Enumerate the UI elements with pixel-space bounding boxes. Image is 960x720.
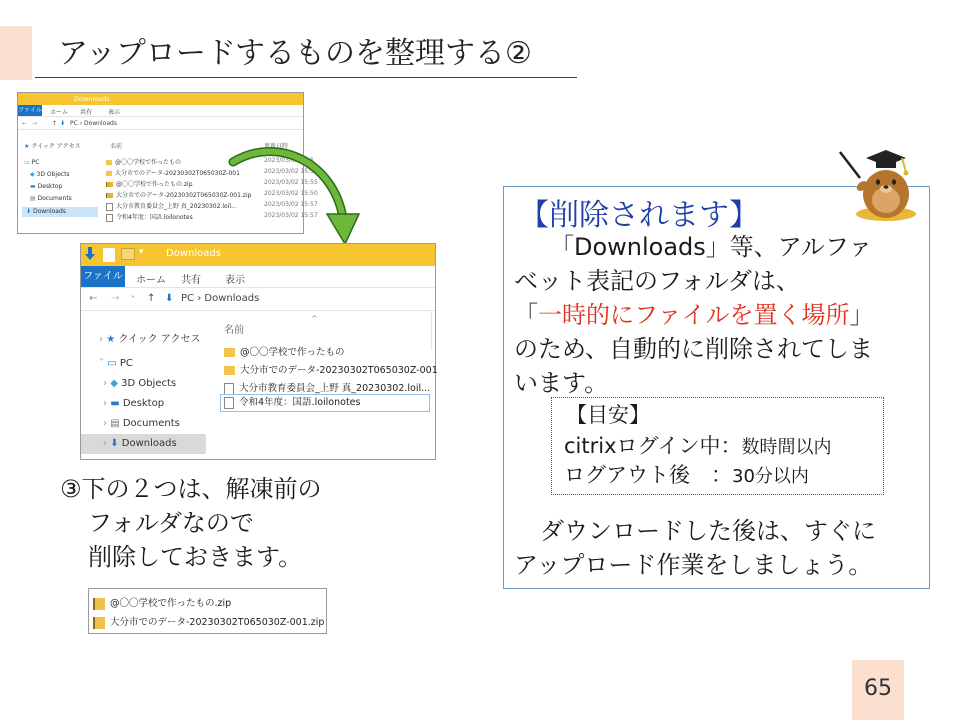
sort-ascending-icon: ^ bbox=[311, 314, 318, 323]
file-row[interactable]: 大分市教育委員会_上野 真_20230302.loil... bbox=[106, 201, 237, 211]
file-date: 2023/03/02 15:58 bbox=[264, 168, 318, 175]
document-icon bbox=[224, 397, 234, 409]
ribbon-tab-view[interactable]: 表示 bbox=[225, 275, 245, 286]
mole-teacher-mascot-icon bbox=[838, 148, 918, 222]
column-header-date[interactable]: 更新日時 bbox=[264, 143, 289, 150]
info-line-3: 「一時的にファイルを置く場所」 bbox=[514, 301, 874, 329]
step-line-3: 削除しておきます。 bbox=[88, 543, 303, 571]
folder-icon bbox=[106, 160, 112, 165]
window-titlebar bbox=[81, 244, 435, 266]
nav-item-desktop[interactable]: › ▬ Desktop bbox=[103, 398, 165, 409]
recent-locations-icon[interactable]: ˅ bbox=[131, 295, 135, 304]
address-path: PC › Downloads bbox=[70, 120, 117, 127]
step-line-1: ③下の２つは、解凍前の bbox=[60, 475, 322, 503]
up-icon[interactable]: ↑ bbox=[147, 293, 156, 304]
file-date: 2023/03/02 15:57 bbox=[264, 212, 318, 219]
guideline-row-logout: ログアウト後 ：30分以内 bbox=[564, 463, 809, 487]
slide-title: アップロードするものを整理する② bbox=[58, 36, 532, 71]
ribbon-tab-file[interactable]: ファイル bbox=[81, 266, 125, 287]
info-line-5: います。 bbox=[514, 369, 609, 397]
window-titlebar bbox=[18, 93, 303, 105]
forward-icon[interactable]: → bbox=[32, 120, 38, 127]
file-row[interactable]: 大分市でのデータ-20230302T065030Z-001 bbox=[224, 362, 438, 376]
zip-folder-icon bbox=[93, 598, 105, 610]
file-row-focused[interactable]: 令和4年度：国語.loilonotes bbox=[220, 394, 430, 412]
nav-item-3d-objects[interactable]: › ◆ 3D Objects bbox=[103, 378, 177, 389]
address-path: PC › Downloads bbox=[181, 293, 260, 304]
column-header-name[interactable]: 名前 bbox=[110, 143, 123, 150]
file-date: 2023/03/02 15:5 bbox=[264, 157, 314, 164]
column-divider bbox=[431, 310, 432, 350]
title-underline bbox=[35, 77, 577, 78]
step-line-2: フォルダなので bbox=[88, 509, 254, 537]
window-title: Downloads bbox=[166, 248, 221, 259]
explorer-screenshot-large bbox=[80, 243, 436, 460]
download-folder-icon: ⬇ bbox=[60, 120, 66, 127]
ribbon-tabs bbox=[18, 105, 303, 117]
step-3-caption bbox=[60, 472, 322, 574]
nav-item-downloads[interactable]: › ⬇ Downloads bbox=[81, 434, 206, 454]
column-header-name[interactable]: 名前 bbox=[224, 325, 244, 336]
nav-item-desktop[interactable]: ▬ Desktop bbox=[30, 183, 63, 190]
zip-file-row[interactable]: 大分市でのデータ-20230302T065030Z-001.zip bbox=[93, 614, 324, 629]
info-line-1: 「Downloads」等、アルファ bbox=[550, 233, 873, 261]
document-icon bbox=[106, 214, 113, 222]
quick-access-toolbar-dropdown-icon[interactable]: ▾ bbox=[139, 247, 144, 257]
nav-item-documents[interactable]: ▤ Documents bbox=[30, 195, 72, 202]
guideline-row-login: citrixログイン中：数時間以内 bbox=[564, 434, 832, 458]
nav-item-documents[interactable]: › ▤ Documents bbox=[103, 418, 180, 429]
curved-arrow-icon bbox=[225, 140, 365, 250]
nav-item-quick-access[interactable]: ★ クイック アクセス bbox=[24, 143, 81, 150]
file-row[interactable]: @〇〇学校で作ったもの bbox=[224, 344, 345, 358]
file-date: 2023/03/02 15:50 bbox=[264, 190, 318, 197]
forward-icon[interactable]: → bbox=[111, 293, 120, 304]
navigation-pane bbox=[18, 131, 98, 233]
ribbon-tab-file[interactable]: ファイル bbox=[18, 107, 42, 114]
info-body bbox=[514, 230, 924, 400]
document-icon bbox=[106, 203, 113, 211]
download-arrow-icon bbox=[85, 247, 95, 261]
ribbon-tab-view[interactable]: 表示 bbox=[108, 109, 121, 116]
file-row[interactable]: 大分市教育委員会_上野 真_20230302.loil... bbox=[224, 380, 430, 395]
zip-icon bbox=[106, 193, 113, 198]
ribbon-tab-home[interactable]: ホーム bbox=[50, 109, 69, 116]
file-row[interactable]: @〇〇学校で作ったもの.zip bbox=[106, 179, 193, 188]
zip-folder-icon bbox=[93, 617, 105, 629]
nav-item-downloads[interactable]: ⬇ Downloads bbox=[22, 207, 98, 217]
zip-files-screenshot bbox=[88, 588, 327, 634]
info-heading: 【削除されます】 bbox=[519, 198, 759, 233]
folder-icon bbox=[224, 366, 235, 375]
guideline-box bbox=[551, 397, 884, 495]
folder-icon bbox=[224, 348, 235, 357]
nav-item-quick-access[interactable]: › ★ クイック アクセス bbox=[99, 334, 201, 345]
page-number: 65 bbox=[864, 676, 892, 701]
guideline-title: 【目安】 bbox=[566, 403, 650, 427]
folder-icon bbox=[106, 171, 112, 176]
back-icon[interactable]: ← bbox=[22, 120, 28, 127]
nav-item-3d-objects[interactable]: ◆ 3D Objects bbox=[30, 171, 70, 178]
zip-icon bbox=[106, 182, 113, 187]
window-title: Downloads bbox=[74, 95, 110, 103]
properties-icon[interactable] bbox=[103, 248, 115, 262]
info-line-4: のため、自動的に削除されてしま bbox=[514, 335, 874, 363]
address-bar[interactable] bbox=[81, 288, 435, 311]
up-icon[interactable]: ↑ bbox=[52, 120, 58, 127]
address-bar[interactable] bbox=[18, 117, 303, 130]
ribbon-tab-share[interactable]: 共有 bbox=[80, 109, 93, 116]
ribbon-tab-home[interactable]: ホーム bbox=[136, 275, 166, 286]
file-date: 2023/03/02 15:57 bbox=[264, 201, 318, 208]
download-folder-icon: ⬇ bbox=[165, 293, 174, 304]
file-row[interactable]: 大分市でのデータ-20230302T065030Z-001 bbox=[106, 168, 240, 177]
document-icon bbox=[224, 383, 234, 395]
new-folder-icon[interactable] bbox=[121, 248, 135, 260]
title-accent-bar bbox=[0, 26, 32, 80]
ribbon-tabs bbox=[81, 266, 435, 288]
ribbon-tab-share[interactable]: 共有 bbox=[181, 275, 201, 286]
info-footer bbox=[514, 514, 876, 582]
file-row[interactable]: @〇〇学校で作ったもの bbox=[106, 157, 181, 166]
file-row[interactable]: 大分市でのデータ-20230302T065030Z-001.zip bbox=[106, 190, 251, 199]
highlight-temporary-location: 一時的にファイルを置く場所 bbox=[538, 301, 850, 329]
nav-item-pc[interactable]: ˅ ▭ PC bbox=[99, 358, 133, 369]
zip-file-row[interactable]: @〇〇学校で作ったもの.zip bbox=[93, 595, 231, 610]
file-row[interactable]: 令和4年度：国語.loilonotes bbox=[106, 212, 193, 222]
info-foot-line-1: ダウンロードした後は、すぐに bbox=[540, 517, 876, 545]
info-line-2: ベット表記のフォルダは、 bbox=[514, 267, 800, 295]
file-date: 2023/03/02 15:55 bbox=[264, 179, 318, 186]
back-icon[interactable]: ← bbox=[89, 293, 98, 304]
navigation-pane bbox=[81, 314, 206, 459]
info-foot-line-2: アップロード作業をしましょう。 bbox=[514, 551, 873, 579]
nav-item-pc[interactable]: ▭ PC bbox=[24, 159, 40, 166]
